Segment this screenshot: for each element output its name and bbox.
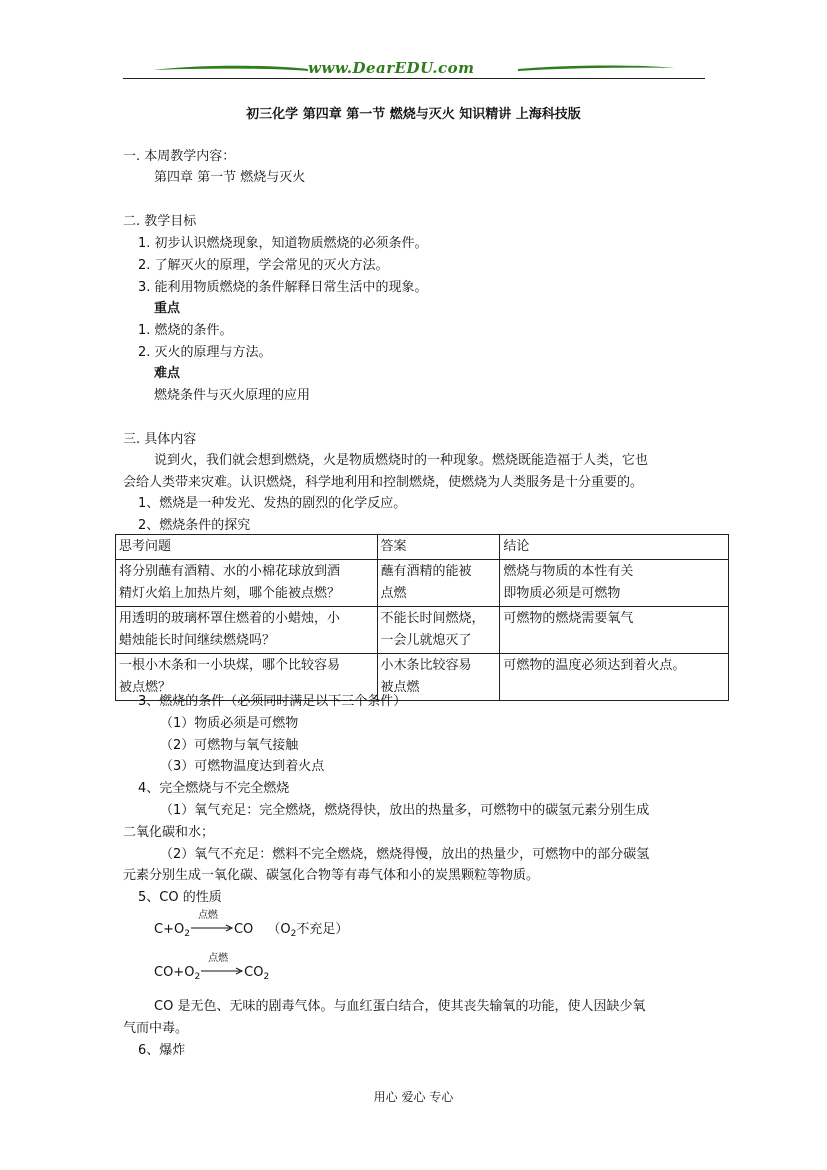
- cell-line: 蜡烛能长时间继续燃烧吗？: [119, 633, 276, 648]
- reaction-arrow: [200, 953, 244, 976]
- eq-subscript: 2: [263, 972, 270, 982]
- key-points-label: 重点: [154, 301, 181, 316]
- reaction-condition: 点燃: [208, 953, 229, 964]
- equation-1: [154, 910, 349, 939]
- eq-subscript: 2: [194, 972, 201, 982]
- page-footer: 用心 爱心 专心: [373, 1090, 454, 1104]
- table-cell-question: [116, 560, 378, 607]
- site-logo[interactable]: www.DearEDU.com: [308, 59, 475, 77]
- intro-paragraph-line: 说到火，我们就会想到燃烧，火是物质燃烧时的一种现象。燃烧既能造福于人类，它也: [154, 453, 649, 468]
- point-3: 3、燃烧的条件（必须同时满足以下三个条件）: [138, 694, 407, 709]
- cell-line: 可燃物的温度必须达到着火点。: [503, 658, 686, 673]
- table-cell-conclusion: [500, 560, 729, 607]
- arrow-icon: [190, 919, 234, 933]
- cell-line: 被点燃: [380, 680, 420, 695]
- table-header-cell: 答案: [377, 535, 500, 560]
- eq-note: 不充足）: [296, 922, 349, 937]
- point-5: 5、CO 的性质: [138, 890, 222, 905]
- partial-combustion-line: （2）氧气不充足：燃料不完全燃烧，燃烧得慢，放出的热量少，可燃物中的部分碳氢: [160, 847, 650, 862]
- table-header-cell: 思考问题: [116, 535, 378, 560]
- condition-item: （2）可燃物与氧气接触: [160, 738, 299, 753]
- section-1-content: 第四章 第一节 燃烧与灭火: [154, 170, 306, 185]
- reaction-arrow: [190, 910, 234, 933]
- goal-item: 1. 初步认识燃烧现象，知道物质燃烧的必须条件。: [138, 236, 428, 251]
- cell-line: 点燃: [380, 586, 407, 601]
- cell-line: 一会儿就熄灭了: [380, 633, 472, 648]
- document-title: 初三化学 第四章 第一节 燃烧与灭火 知识精讲 上海科技版: [246, 107, 581, 122]
- cell-line: 一根小木条和一小块煤，哪个比较容易: [119, 658, 341, 673]
- eq-product: CO: [244, 965, 264, 980]
- condition-item: （1）物质必须是可燃物: [160, 716, 299, 731]
- co-description-line: 气而中毒。: [123, 1021, 189, 1036]
- table-cell-question: [116, 607, 378, 654]
- goal-item: 3. 能利用物质燃烧的条件解释日常生活中的现象。: [138, 280, 428, 295]
- full-combustion-line: 二氧化碳和水；: [123, 825, 215, 840]
- key-point-item: 1. 燃烧的条件。: [138, 323, 233, 338]
- table-header-row: [116, 535, 729, 560]
- difficulty-text: 燃烧条件与灭火原理的应用: [154, 388, 311, 403]
- table-cell-conclusion: [500, 607, 729, 654]
- eq-reactants: CO+O: [154, 965, 195, 980]
- condition-item: （3）可燃物温度达到着火点: [160, 759, 325, 774]
- cell-line: 可燃物的燃烧需要氧气: [503, 611, 634, 626]
- cell-line: 精灯火焰上加热片刻，哪个能被点燃？: [119, 586, 341, 601]
- header-divider: [123, 78, 705, 79]
- point-1: 1、燃烧是一种发光、发热的剧烈的化学反应。: [138, 496, 407, 511]
- section-1-heading: 一. 本周教学内容：: [123, 149, 236, 164]
- eq-note: （O: [267, 922, 291, 937]
- eq-subscript: 2: [184, 929, 190, 939]
- table-row: [116, 560, 729, 607]
- table-header-cell: 结论: [500, 535, 729, 560]
- cell-line: 将分别蘸有酒精、水的小棉花球放到酒: [119, 564, 341, 579]
- cell-line: 即物质必须是可燃物: [503, 586, 621, 601]
- table-cell-conclusion: [500, 654, 729, 701]
- table-cell-answer: [377, 560, 500, 607]
- cell-line: 用透明的玻璃杯罩住燃着的小蜡烛，小: [119, 611, 341, 626]
- section-3-heading: 三. 具体内容: [123, 432, 197, 447]
- cell-line: 蘸有酒精的能被: [380, 564, 472, 579]
- eq-product: CO: [233, 922, 254, 937]
- point-4: 4、完全燃烧与不完全燃烧: [138, 781, 290, 796]
- goal-item: 2. 了解灭火的原理，学会常见的灭火方法。: [138, 258, 389, 273]
- eq-subscript: 2: [290, 929, 297, 939]
- table-row: [116, 607, 729, 654]
- cell-line: 不能长时间燃烧，: [380, 611, 485, 626]
- cell-line: 小木条比较容易: [380, 658, 472, 673]
- table-cell-answer: [377, 607, 500, 654]
- combustion-conditions-table: [115, 534, 729, 701]
- eq-reactants: C+O: [154, 922, 185, 937]
- point-2: 2、燃烧条件的探究: [138, 518, 251, 533]
- key-point-item: 2. 灭火的原理与方法。: [138, 345, 272, 360]
- section-2-heading: 二. 教学目标: [123, 214, 197, 229]
- full-combustion-line: （1）氧气充足：完全燃烧，燃烧得快，放出的热量多，可燃物中的碳氢元素分别生成: [160, 803, 650, 818]
- reaction-condition: 点燃: [197, 910, 218, 921]
- co-description-line: CO 是无色、无味的剧毒气体。与血红蛋白结合，使其丧失输氧的功能，使人因缺少氧: [154, 999, 646, 1014]
- cell-line: 燃烧与物质的本性有关: [503, 564, 634, 579]
- cell-line: 被点燃？: [119, 680, 172, 695]
- equation-2: [154, 953, 270, 982]
- partial-combustion-line: 元素分别生成一氧化碳、碳氢化合物等有毒气体和小的炭黑颗粒等物质。: [123, 868, 540, 883]
- intro-paragraph-line: 会给人类带来灾难。认识燃烧，科学地利用和控制燃烧，使燃烧为人类服务是十分重要的。: [123, 475, 644, 490]
- arrow-icon: [200, 962, 244, 976]
- point-6: 6、爆炸: [138, 1043, 186, 1058]
- difficulty-label: 难点: [154, 366, 181, 381]
